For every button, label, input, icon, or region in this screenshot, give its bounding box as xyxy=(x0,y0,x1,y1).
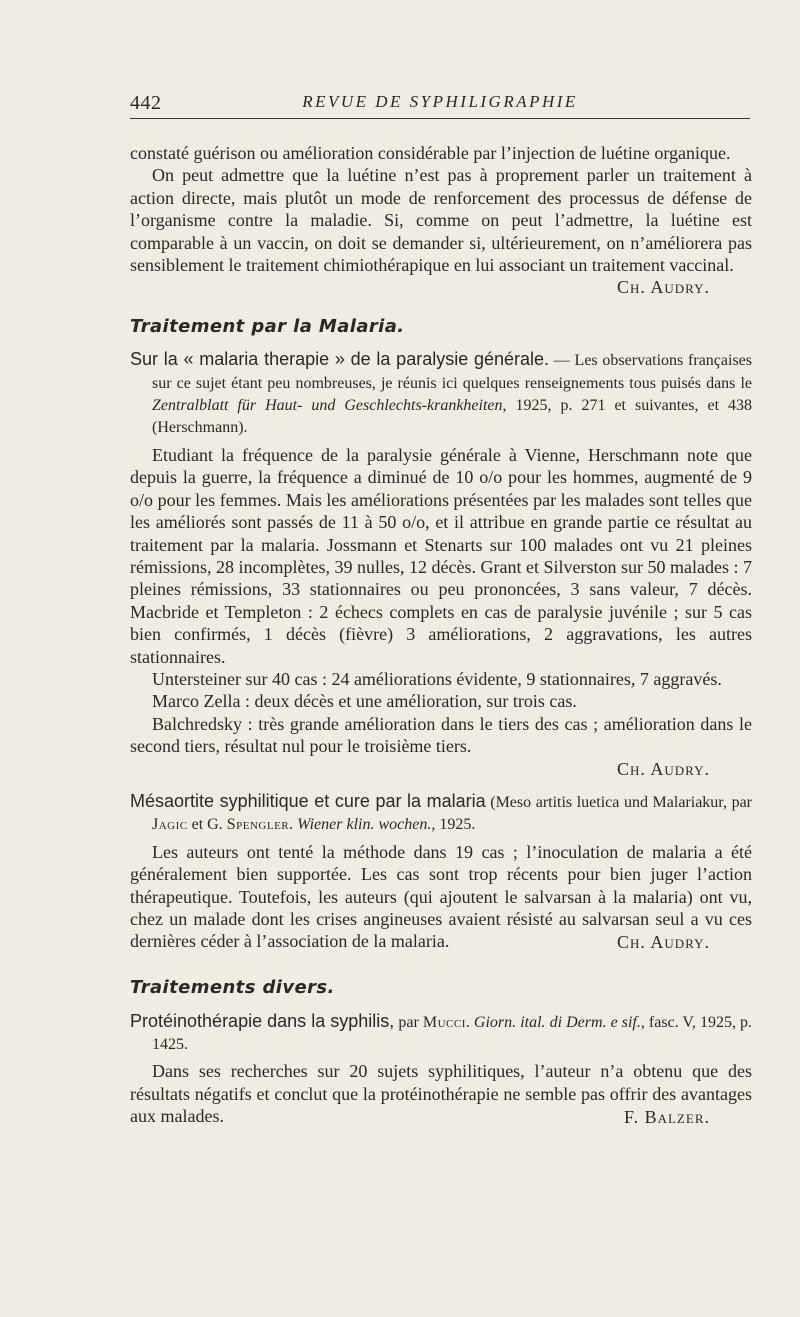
author-name: Spengler xyxy=(226,816,290,834)
article-description: et G. xyxy=(187,816,227,834)
section-title-malaria: Traitement par la Malaria. xyxy=(130,315,405,337)
article-paragraph: Les auteurs ont tenté la méthode dans 19 cas ; l’inoculation de malaria a été généralement bien supportée. Les cas sont trop récents pour bien juger l’action thérapeutique. Toutefois, les auteurs (qui ajoutent le salvarsan à la malaria) ont vu, chez un malade dont les crises angineuses avaient résisté au salvarsan seul a vu ces dernières céder à l’association de la malaria. xyxy=(130,841,752,952)
author-name: Mucci xyxy=(422,1013,466,1031)
article-reference: , 1925. xyxy=(431,816,476,834)
article-title: Protéinothérapie dans la syphilis, xyxy=(130,1010,395,1031)
section-title-divers: Traitements divers. xyxy=(130,977,335,999)
intro-paragraph-2: On peut admettre que la luétine n’est pas à proprement parler un traitement à action directe, mais plutôt un mode de renforcement des processus de défense de l’organisme contre la maladie. Si, comme on peut l’admettre, la luétine est comparable à un vaccin, on doit se demander si, ultérieurement, on n’améliorera pas sensiblement le traitement chimiothérapique en lui associant un traitement vaccinal. xyxy=(130,165,752,276)
page-body xyxy=(130,142,752,1128)
article-title: Mésaortite syphilitique et cure par la malaria xyxy=(130,790,486,811)
intro-signature: Ch. Audry. xyxy=(616,277,710,298)
author-name: Jagic xyxy=(152,816,188,834)
article-signature: Ch. Audry. xyxy=(616,758,710,779)
journal-name: Giorn. ital. di Derm. e sif. xyxy=(473,1013,641,1031)
page-header xyxy=(130,92,750,119)
article-signature: F. Balzer. xyxy=(624,1106,710,1127)
journal-name: Zentralblatt für Haut- und Geschlechts-krankheiten xyxy=(152,397,503,415)
article-title: Sur la « malaria therapie » de la paralysie générale. xyxy=(130,349,550,370)
article-signature: Ch. Audry. xyxy=(616,931,710,952)
article-paragraph: Untersteiner sur 40 cas : 24 améliorations évidente, 9 stationnaires, 7 aggravés. xyxy=(152,668,722,689)
article-description: — Les observations françaises sur ce sujet étant peu nombreuses, je réunis ici quelques renseignements tous puisés dans le xyxy=(152,352,753,392)
article-paragraph: Marco Zella : deux décès et une amélioration, sur trois cas. xyxy=(152,691,577,712)
article-description: par xyxy=(394,1013,423,1031)
article-header-malaria-therapie xyxy=(130,348,752,440)
page-number: 442 xyxy=(130,92,162,114)
article-reference: , 1925, p. 271 et suivantes, et 438 (Herschmann). xyxy=(152,397,753,437)
article-description: . xyxy=(465,1013,474,1031)
intro-paragraph-1: constaté guérison ou amélioration considérable par l’injection de luétine organique. xyxy=(130,143,731,163)
article-header-proteinotherapie xyxy=(130,1010,752,1057)
article-description: (Meso artitis luetica und Malariakur, par xyxy=(485,793,753,811)
article-paragraph: Dans ses recherches sur 20 sujets syphilitiques, l’auteur n’a obtenu que des résultats négatifs et conclut que la protéinothérapie ne semble pas offrir des avantages aux malades. xyxy=(130,1061,752,1127)
article-paragraph: Etudiant la fréquence de la paralysie générale à Vienne, Herschmann note que depuis la guerre, la fréquence a diminué de 10 o/o pour les hommes, augmenté de 9 o/o pour les femmes. Mais les améliorations présentées par les malades sont telles que les améliorés sont passés de 11 à 50 o/o, et il attribue en grande partie ce résultat au traitement par la malaria. Jossmann et Stenarts sur 100 malades ont vu 21 pleines rémissions, 28 incomplètes, 39 nulles, 12 décès. Grant et Silverston sur 50 malades : 7 pleines rémissions, 33 stationnaires ou peu prononcées, 3 sans valeur, 7 décès. Macbride et Templeton : 2 échecs complets en cas de paralysie juvénile ; sur 5 cas bien confirmés, 1 décès (fièvre) 3 améliorations, 2 aggravations, les autres stationnaires. xyxy=(130,444,752,667)
article-description: . xyxy=(289,816,298,834)
article-paragraph: Balchredsky : très grande amélioration dans le tiers des cas ; amélioration dans le second tiers, résultat nul pour le troisième tiers. xyxy=(130,713,752,757)
article-reference: , fasc. V, 1925, p. 1425. xyxy=(152,1013,753,1054)
article-header-mesaortite xyxy=(130,790,752,837)
journal-name: Wiener klin. wochen. xyxy=(297,816,432,834)
running-title: REVUE DE SYPHILIGRAPHIE xyxy=(302,92,578,111)
